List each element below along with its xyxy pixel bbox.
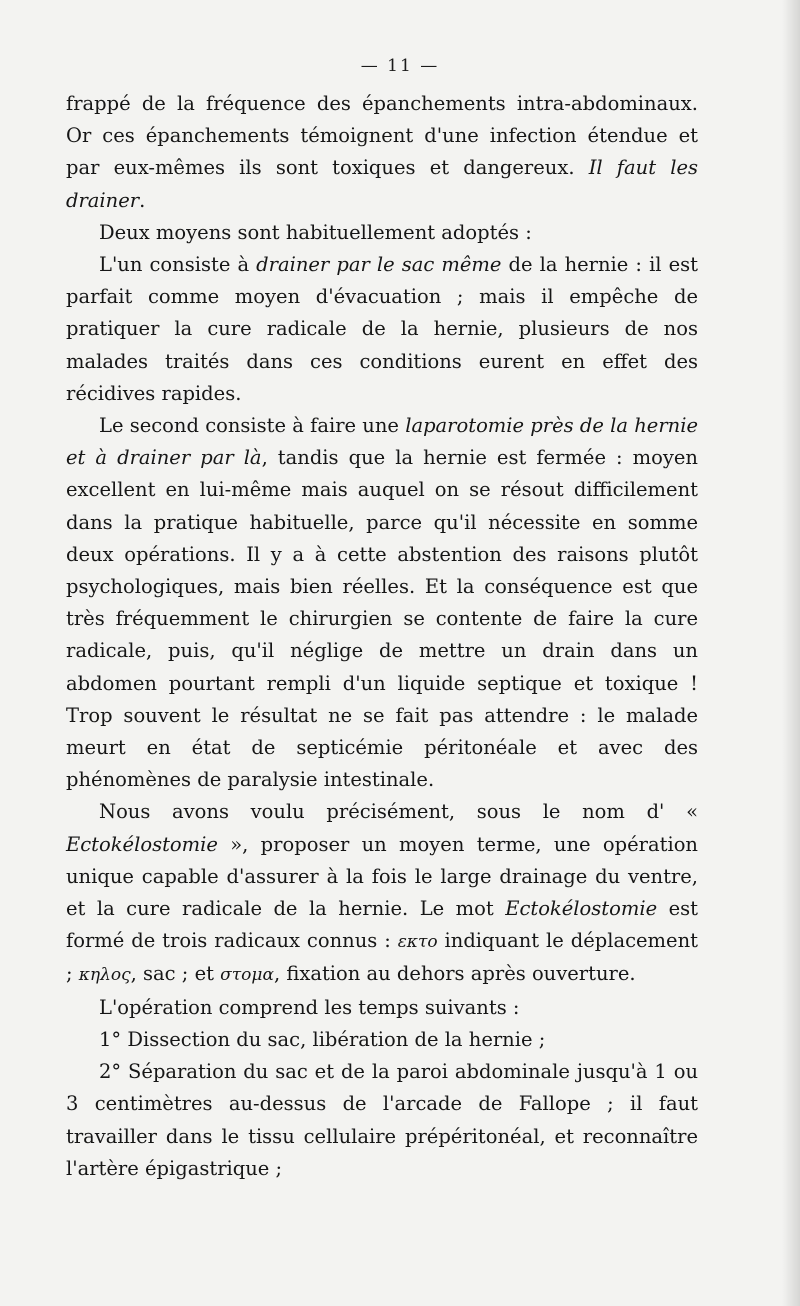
paragraph-4: [66, 796, 698, 991]
text-span: indiquant le déplacement ;: [66, 929, 698, 986]
italic-span: drainer par le sac même: [256, 253, 502, 277]
paragraph-0: [66, 88, 698, 217]
text-span: , tandis que la hernie est fermée : moyen excellent en lui-même mais auquel on se résout difficilement dans la pratique habituelle, parce qu'il nécessite en somme deux opérations. Il y a à cette abstention des raisons plutôt psychologiques, mais bien réelles. Et la conséquence est que très fréquemment le chirurgien se contente de faire la cure radicale, puis, qu'il néglige de mettre un drain dans un abdomen pourtant rempli d'un liquide septique et toxique ! Trop souvent le résultat ne se fait pas attendre : le malade meurt en état de septicémie péritonéale et avec des phénomènes de paralysie intestinale.: [66, 446, 698, 792]
paragraph-3: [66, 410, 698, 796]
page-number: — 11 —: [360, 56, 440, 76]
text-span: L'un consiste à: [99, 253, 257, 277]
list-item-2: [66, 1056, 698, 1185]
italic-span: Ectokélostomie: [505, 897, 658, 921]
text-span: .: [139, 188, 146, 212]
text-span: Nous avons voulu précisément, sous le nom d' «: [99, 800, 698, 824]
italic-span: Il faut les drainer: [66, 156, 698, 212]
italic-span: laparotomie près de la hernie et à drainer par là: [66, 414, 698, 470]
greek-word: εκτο: [397, 932, 438, 953]
text-span: est formé de trois radicaux connus :: [66, 897, 698, 953]
italic-span: Ectokélostomie: [66, 832, 218, 856]
paragraph-1: [66, 217, 698, 249]
text-span: , fixation au dehors après ouverture.: [273, 962, 636, 986]
paragraph-5: [66, 992, 698, 1024]
text-span: de la hernie : il est parfait comme moyen d'évacuation ; mais il empêche de pratiquer la cure radicale de la hernie, plusieurs de nos malades traités dans ces conditions eurent en effet des récidives rapides.: [66, 253, 699, 405]
greek-word: στομα: [220, 965, 274, 986]
body-text: [66, 88, 698, 1185]
text-span: Deux moyens sont habituellement adoptés :: [99, 220, 532, 244]
page-edge-shadow: [782, 0, 800, 1306]
paragraph-2: [66, 249, 698, 410]
list-item-1: [66, 1024, 698, 1056]
text-span: L'opération comprend les temps suivants :: [99, 995, 520, 1019]
text-span: , sac ; et: [130, 962, 221, 986]
text-span: frappé de la fréquence des épanchements intra-abdominaux. Or ces épanchements témoignent d'une infection étendue et par eux-mêmes ils sont toxiques et dangereux.: [66, 92, 698, 180]
greek-word: κηλος: [78, 965, 131, 986]
text-span: Le second consiste à faire une: [99, 414, 406, 438]
text-span: 1° Dissection du sac, libération de la hernie ;: [99, 1027, 546, 1051]
text-span: 2° Séparation du sac et de la paroi abdominale jusqu'à 1 ou 3 centimètres au-dessus de l'arcade de Fallope ; il faut travailler dans le tissu cellulaire prépéritonéal, et reconnaître l'artère épigastrique ;: [66, 1060, 698, 1180]
text-span: », proposer un moyen terme, une opération unique capable d'assurer à la fois le large drainage du ventre, et la cure radicale de la hernie. Le mot: [66, 832, 698, 921]
